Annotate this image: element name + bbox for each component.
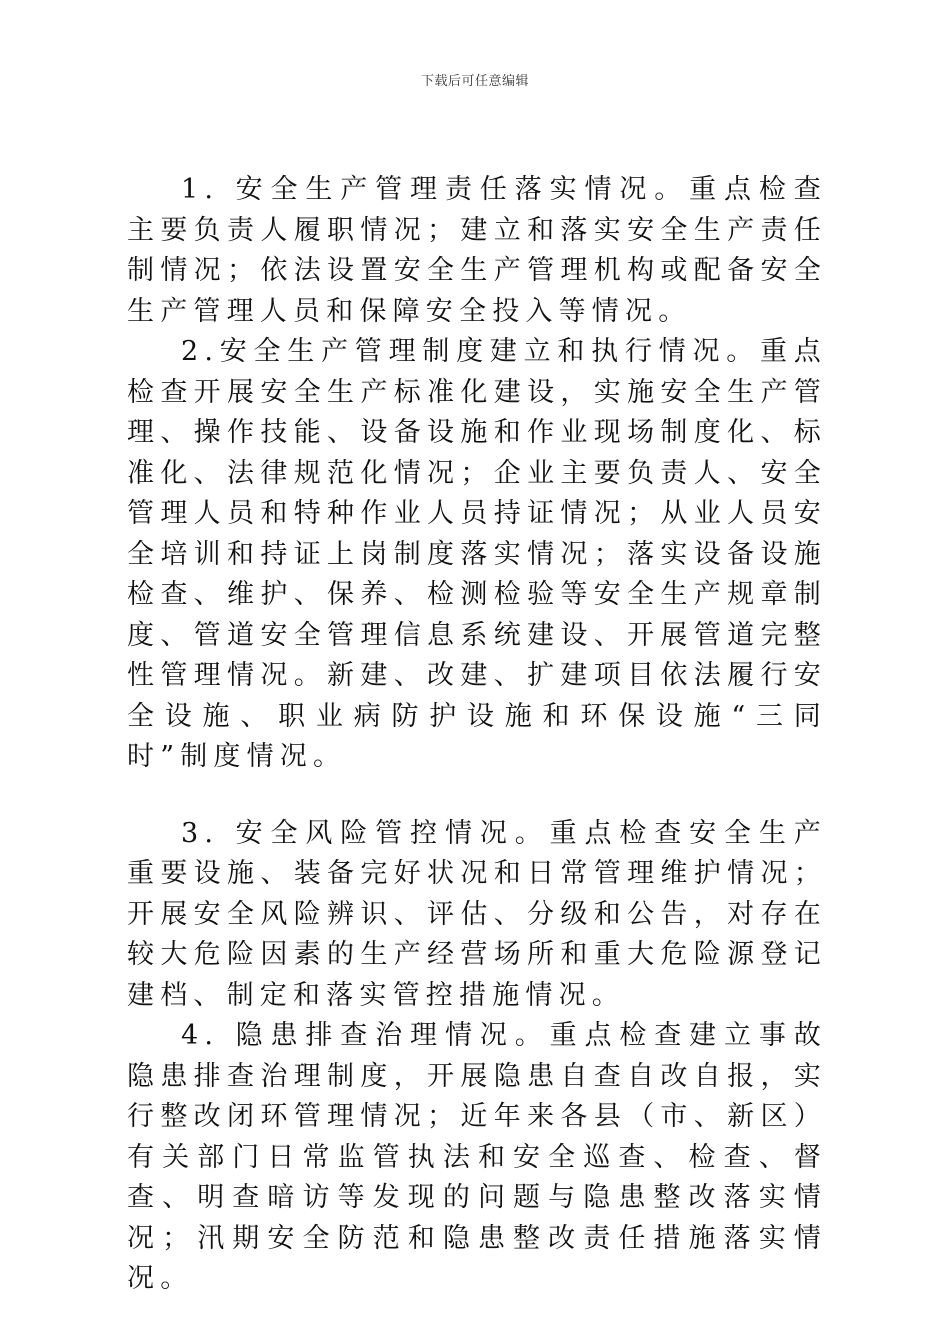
paragraph-1: 1. 安全生产管理责任落实情况。重点检查主要负责人履职情况；建立和落实安全生产责任制情况；依法设置安全生产管理机构或配备安全生产管理人员和保障安全投入等情况。	[127, 174, 827, 327]
page-header-watermark: 下载后可任意编辑	[420, 74, 529, 89]
paragraph-4: 4. 隐患排查治理情况。重点检查建立事故隐患排查治理制度，开展隐患自查自改自报，实行整改闭环管理情况；近年来各县（市、新区）有关部门日常监管执法和安全巡查、检查、督查、明查暗访等发现的问题与隐患整改落实情况；汛期安全防范和隐患整改责任措施落实情况。	[127, 1020, 827, 1294]
paragraph-2: 2.安全生产管理制度建立和执行情况。重点检查开展安全生产标准化建设，实施安全生产管理、操作技能、设备设施和作业现场制度化、标准化、法律规范化情况；企业主要负责人、安全管理人员和特种作业人员持证情况；从业人员安全培训和持证上岗制度落实情况；落实设备设施检查、维护、保养、检测检验等安全生产规章制度、管道安全管理信息系统建设、开展管道完整性管理情况。新建、改建、扩建项目依法履行安全设施、职业病防护设施和环保设施“三同时”制度情况。	[127, 336, 827, 772]
document-body	[127, 170, 827, 1300]
paragraph-3: 3. 安全风险管控情况。重点检查安全生产重要设施、装备完好状况和日常管理维护情况；开展安全风险辨识、评估、分级和公告，对存在较大危险因素的生产经营场所和重大危险源登记建档、制定和落实管控措施情况。	[127, 817, 827, 1011]
